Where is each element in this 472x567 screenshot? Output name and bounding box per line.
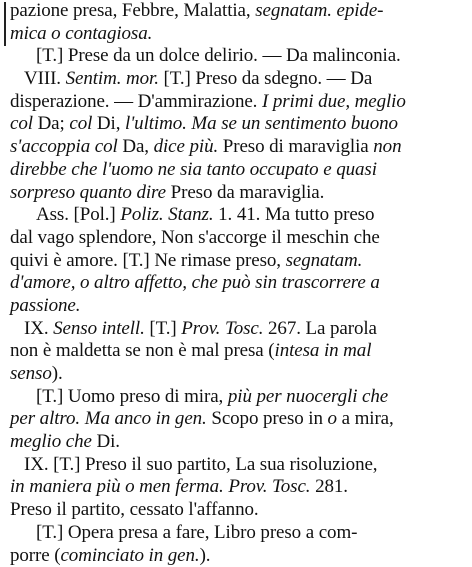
text-segment: [T.] Prese da un dolce delirio. — Da malinconia. xyxy=(36,45,401,66)
text-line xyxy=(10,159,470,182)
text-segment: cominciato in gen. xyxy=(60,545,199,566)
text-line xyxy=(10,545,470,567)
text-segment: Da, xyxy=(122,136,153,157)
text-line xyxy=(10,408,470,431)
text-segment: mica o contagiosa. xyxy=(10,23,152,44)
text-segment: IX. [T.] Preso il suo partito, La sua risoluzione, xyxy=(24,454,377,475)
text-segment: a mira, xyxy=(337,408,394,429)
text-segment: IX. xyxy=(24,318,53,339)
text-line xyxy=(10,182,470,205)
text-segment: 281. xyxy=(310,476,348,497)
text-segment: segnatam. epide- xyxy=(255,0,383,21)
text-line xyxy=(10,91,470,114)
text-segment: meglio che xyxy=(10,431,96,452)
text-segment: Preso di maraviglia xyxy=(223,136,374,157)
text-line xyxy=(10,386,470,409)
text-segment: Di, xyxy=(97,113,125,134)
text-line xyxy=(10,522,470,545)
text-segment: VIII. xyxy=(24,68,66,89)
text-segment: passione. xyxy=(10,295,80,316)
text-line xyxy=(10,499,470,522)
text-segment: ). xyxy=(52,363,63,384)
text-segment: s'accoppia col xyxy=(10,136,122,157)
text-segment: pazione presa, Febbre, Malattia, xyxy=(10,0,255,21)
text-segment: o xyxy=(328,408,337,429)
text-line xyxy=(10,68,470,91)
text-segment: [T.] Uomo preso di mira, xyxy=(36,386,228,407)
text-line xyxy=(10,476,470,499)
text-line xyxy=(10,431,470,454)
text-line xyxy=(10,136,470,159)
text-line xyxy=(10,45,470,68)
text-line xyxy=(10,204,470,227)
text-segment: intesa in mal xyxy=(275,340,372,361)
text-segment: segnatam. xyxy=(286,250,363,271)
text-segment: disperazione. — D'ammirazione. xyxy=(10,91,262,112)
text-segment: 1. 41. Ma tutto preso xyxy=(214,204,375,225)
text-segment: col xyxy=(10,113,38,134)
text-line xyxy=(10,23,470,46)
text-segment: Di. xyxy=(96,431,119,452)
entry-text xyxy=(10,0,470,567)
text-segment: 267. La parola xyxy=(263,318,377,339)
text-line xyxy=(10,250,470,273)
text-segment: Scopo preso in xyxy=(207,408,328,429)
text-segment: I primi due, meglio xyxy=(262,91,406,112)
text-segment: dice più. xyxy=(154,136,223,157)
text-segment: quivi è amore. [T.] Ne rimase preso, xyxy=(10,250,286,271)
text-line xyxy=(10,340,470,363)
text-segment: [T.] xyxy=(145,318,182,339)
text-segment: sorpreso quanto dire xyxy=(10,182,171,203)
text-line xyxy=(10,318,470,341)
text-line xyxy=(10,0,470,23)
text-segment: direbbe che l'uomo ne sia tanto occupato e quasi xyxy=(10,159,377,180)
text-line xyxy=(10,295,470,318)
text-segment: [T.] Opera presa a fare, Libro preso a com- xyxy=(36,522,357,543)
text-line xyxy=(10,363,470,386)
text-segment: Poliz. Stanz. xyxy=(120,204,213,225)
text-segment: per altro. Ma anco in gen. xyxy=(10,408,207,429)
text-segment: senso xyxy=(10,363,52,384)
text-segment: ). xyxy=(200,545,211,566)
text-line xyxy=(10,113,470,136)
text-line xyxy=(10,272,470,295)
text-segment: porre ( xyxy=(10,545,60,566)
text-segment: [T.] Preso da sdegno. — Da xyxy=(159,68,372,89)
text-line xyxy=(10,454,470,477)
text-segment: col xyxy=(69,113,97,134)
text-segment: Preso il partito, cessato l'affanno. xyxy=(10,499,259,520)
text-segment: Da; xyxy=(38,113,70,134)
margin-rule xyxy=(4,2,6,46)
text-segment: in maniera più o men ferma. Prov. Tosc. xyxy=(10,476,310,497)
text-segment: dal vago splendore, Non s'accorge il meschin che xyxy=(10,227,380,248)
text-line xyxy=(10,227,470,250)
text-segment: Sentim. mor. xyxy=(66,68,159,89)
text-segment: più per nuocergli che xyxy=(228,386,388,407)
text-segment: Preso da maraviglia. xyxy=(171,182,325,203)
text-segment: Senso intell. xyxy=(53,318,145,339)
text-segment: d'amore, o altro affetto, che può sin trascorrere a xyxy=(10,272,380,293)
text-segment: Ass. [Pol.] xyxy=(36,204,120,225)
text-segment: l'ultimo. Ma se un sentimento buono xyxy=(125,113,398,134)
text-segment: non xyxy=(373,136,401,157)
text-segment: non è maldetta se non è mal presa ( xyxy=(10,340,275,361)
text-segment: Prov. Tosc. xyxy=(181,318,263,339)
